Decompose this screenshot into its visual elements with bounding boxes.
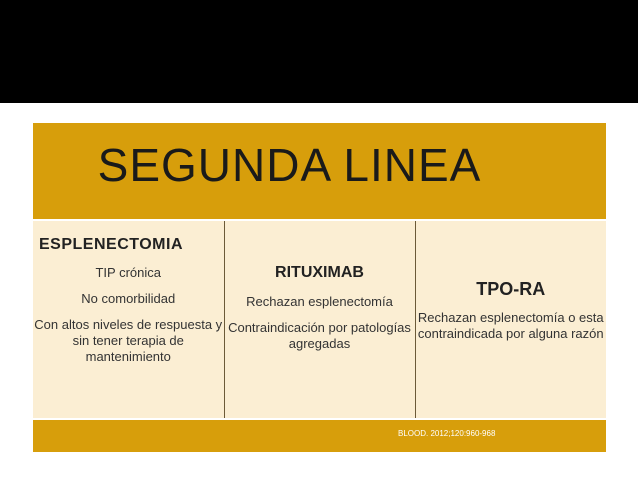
column-rituximab — [224, 220, 415, 419]
citation: BLOOD. 2012;120:960-968 — [398, 429, 496, 438]
top-black-bar — [0, 0, 638, 103]
slide-table — [33, 123, 606, 452]
column-item: No comorbilidad — [81, 291, 176, 306]
column-title: TPO-RA — [476, 279, 546, 299]
column-esplenectomia — [33, 220, 224, 419]
column-item: Contraindicación por patologías agregadas — [228, 320, 411, 351]
slide-title: SEGUNDA LINEA — [97, 139, 482, 191]
column-title: ESPLENECTOMIA — [39, 236, 183, 253]
table-footer — [33, 419, 606, 452]
table-header — [33, 123, 606, 220]
column-item: TIP crónica — [95, 265, 161, 280]
column-tpo-ra — [415, 220, 606, 419]
column-title: RITUXIMAB — [275, 264, 364, 281]
column-item: Rechazan esplenectomía o esta contraindicada por alguna razón — [417, 310, 604, 341]
column-item: Con altos niveles de respuesta y sin tener terapia de mantenimiento — [34, 317, 223, 364]
column-item: Rechazan esplenectomía — [246, 294, 393, 309]
